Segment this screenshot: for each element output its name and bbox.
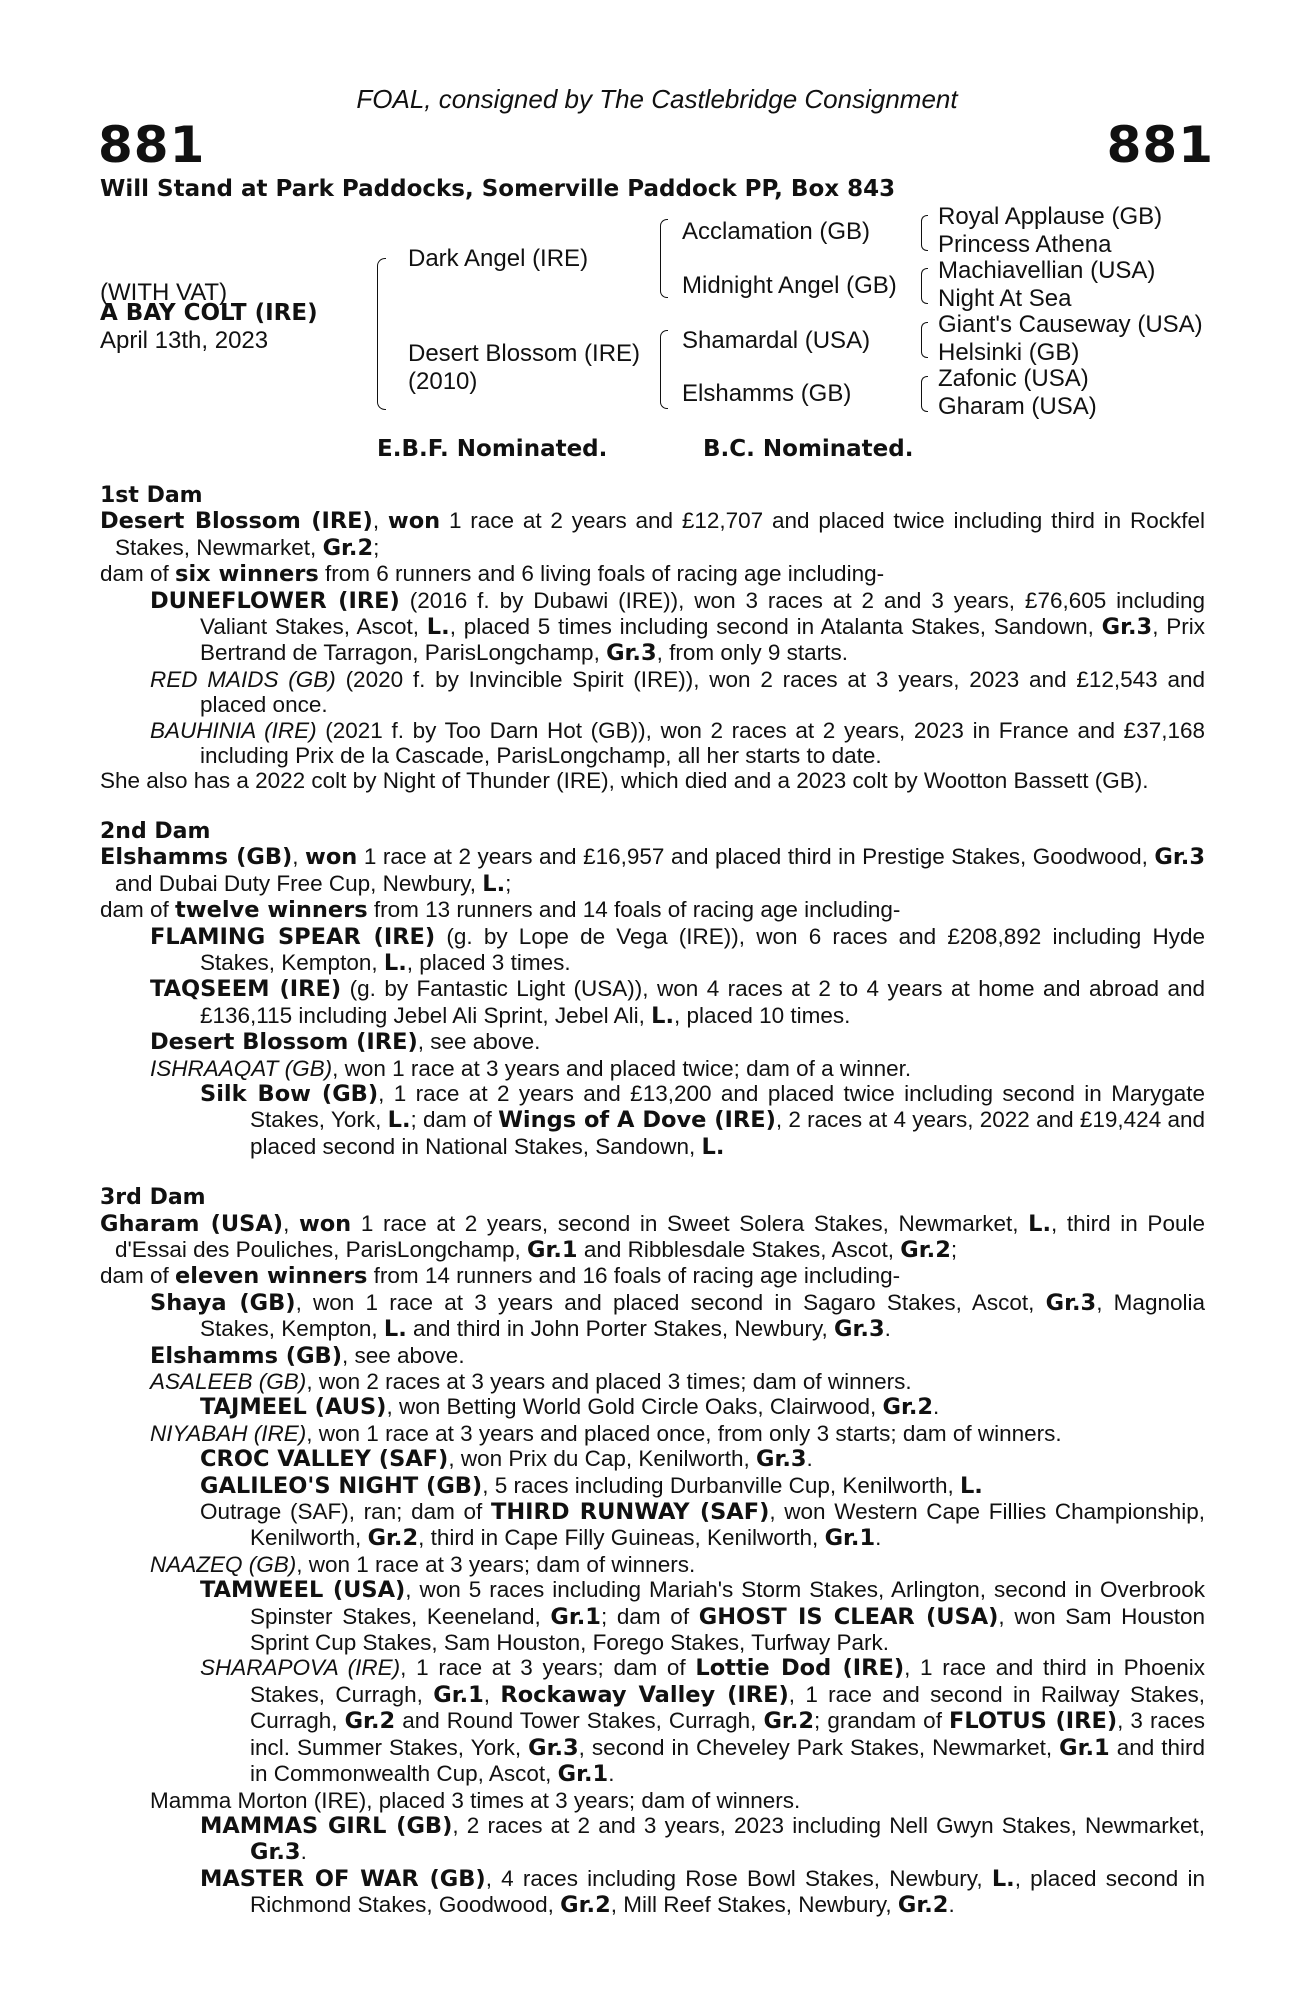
bold-text: GALILEO'S NIGHT (GB)	[200, 1472, 483, 1499]
bold-text: THIRD RUNWAY (SAF)	[490, 1499, 770, 1526]
text: , Mill Reef Stakes, Newbury,	[610, 1892, 898, 1918]
text: , won Prix du Cap, Kenilworth,	[448, 1446, 756, 1472]
text: , see above.	[341, 1342, 465, 1368]
record-entry	[100, 1499, 1205, 1552]
lot-number-left: 881	[98, 116, 206, 174]
record-entry	[100, 924, 1205, 977]
text: and Round Tower Stakes, Curragh,	[395, 1708, 764, 1734]
text: ;	[505, 870, 512, 896]
text: dam of	[100, 561, 176, 587]
bold-text: MASTER OF WAR (GB)	[200, 1865, 486, 1892]
italic-text: RED MAIDS (GB)	[150, 666, 336, 692]
bold-text: eleven winners	[175, 1263, 368, 1290]
record-entry	[100, 1446, 1205, 1472]
text: , won 1 race at 3 years and placed once, from only 3 starts; dam of winners.	[306, 1420, 1062, 1446]
bold-text: Gr.1	[433, 1681, 484, 1708]
text: , Magnolia Stakes, Kempton,	[200, 1289, 1205, 1342]
text: , won Sam Houston Sprint Cup Stakes, Sam Houston, Forego Stakes, Turfway Park.	[250, 1603, 1205, 1656]
italic-text: ISHRAAQAT (GB)	[150, 1055, 333, 1081]
text: , 1 race at 2 years and £13,200 and placed twice including second in Marygate Stakes, York,	[250, 1080, 1205, 1133]
text: (2016 f. by Dubawi (IRE)), won 3 races at 2 and 3 years, £76,605 including Valiant Stakes, Ascot,	[200, 587, 1205, 640]
text: .	[875, 1525, 882, 1551]
text: .	[608, 1761, 615, 1787]
text: , won Betting World Gold Circle Oaks, Clairwood,	[386, 1394, 883, 1420]
text: , won 1 race at 3 years; dam of winners.	[296, 1551, 696, 1577]
bracket-main	[377, 258, 386, 410]
bold-text: twelve winners	[175, 897, 368, 924]
text: and third in John Porter Stakes, Newbury,	[406, 1316, 835, 1342]
bold-text: Gr.2	[367, 1525, 419, 1552]
record-entry	[100, 1369, 1205, 1394]
ebf-nomination: E.B.F. Nominated.	[377, 436, 608, 462]
bracket-dam	[660, 330, 668, 409]
bold-text: L.	[383, 949, 407, 976]
text: from 13 runners and 14 foals of racing age including-	[367, 897, 901, 923]
stand-location: Will Stand at Park Paddocks, Somerville Paddock PP, Box 843	[100, 176, 896, 202]
italic-text: NIYABAH (IRE)	[150, 1420, 307, 1446]
record-entry	[100, 768, 1205, 793]
text: , won 1 race at 3 years and placed twice; dam of a winner.	[332, 1055, 912, 1081]
bold-text: Gr.3	[1154, 844, 1205, 871]
text: (g. by Lope de Vega (IRE)), won 6 races and £208,892 including Hyde Stakes, Kempton,	[200, 923, 1205, 975]
dam-year: (2010)	[408, 368, 478, 395]
text: (2021 f. by Too Darn Hot (GB)), won 2 races at 2 years, 2023 in France and £37,168 including Prix de la Cascade, ParisLongchamp, all her starts to date.	[200, 717, 1205, 769]
record-entry	[100, 1866, 1205, 1919]
bold-text: TAMWEEL (USA)	[200, 1577, 406, 1604]
bold-text: L.	[1028, 1210, 1052, 1237]
record-entry	[100, 1029, 1205, 1055]
bold-text: CROC VALLEY (SAF)	[200, 1446, 449, 1473]
bold-text: six winners	[175, 561, 319, 588]
bracket-sire	[660, 219, 668, 298]
bracket-ss	[921, 215, 928, 251]
text: .	[884, 1316, 891, 1342]
record-entry	[100, 897, 1205, 923]
bold-text: Gr.1	[550, 1603, 601, 1630]
bold-text: won	[305, 844, 358, 871]
dds: Zafonic (USA)	[938, 365, 1089, 392]
bold-text: Desert Blossom (IRE)	[100, 508, 373, 535]
record-entry	[100, 1552, 1205, 1577]
bold-text: Gr.3	[528, 1734, 579, 1761]
text: , won 2 races at 3 years and placed 3 times; dam of winners.	[306, 1369, 912, 1394]
section-gap	[100, 794, 1205, 819]
record-entry	[100, 588, 1205, 667]
text: , won 1 race at 3 years and placed second in Sagaro Stakes, Ascot,	[295, 1289, 1046, 1315]
bracket-sd	[921, 268, 928, 304]
italic-text: NAAZEQ (GB)	[150, 1551, 297, 1577]
text: and Ribblesdale Stakes, Ascot,	[577, 1236, 901, 1262]
text: , won 5 races including Mariah's Storm Stakes, Arlington, second in Overbrook Spinster Stakes, Keeneland,	[250, 1577, 1205, 1629]
record-entry	[100, 1813, 1205, 1866]
bold-text: GHOST IS CLEAR (USA)	[698, 1603, 999, 1630]
sss: Royal Applause (GB)	[938, 203, 1163, 230]
text: , from only 9 starts.	[656, 640, 848, 666]
text: Outrage (SAF), ran; dam of	[200, 1499, 491, 1525]
text: 1 race at 2 years and £16,957 and placed third in Prestige Stakes, Goodwood,	[357, 844, 1155, 870]
italic-text: BAUHINIA (IRE)	[150, 717, 317, 743]
record-entry	[100, 1081, 1205, 1160]
bc-nomination: B.C. Nominated.	[703, 436, 914, 462]
text: (g. by Fantastic Light (USA)), won 4 races at 2 to 4 years at home and abroad and £136,115 including Jebel Ali Sprint, Jebel Ali,	[200, 976, 1205, 1028]
text: , placed second in Richmond Stakes, Goodwood,	[250, 1865, 1205, 1918]
text: ,	[372, 508, 388, 534]
record-entry	[100, 561, 1205, 587]
bold-text: Elshamms (GB)	[100, 844, 293, 871]
bold-text: TAQSEEM (IRE)	[150, 976, 342, 1003]
text: , Prix Bertrand de Tarragon, ParisLongchamp,	[200, 614, 1205, 666]
bold-text: DUNEFLOWER (IRE)	[150, 587, 400, 614]
text: dam of	[100, 1263, 176, 1289]
record-entry	[100, 1394, 1205, 1420]
bold-text: Gr.3	[755, 1446, 807, 1473]
text: , placed 5 times including second in Atalanta Stakes, Sandown,	[449, 614, 1102, 640]
bold-text: won	[387, 508, 441, 535]
text: ; dam of	[600, 1603, 699, 1629]
text: ; grandam of	[814, 1708, 949, 1734]
text: ,	[292, 844, 306, 870]
bold-text: Desert Blossom (IRE)	[150, 1029, 418, 1056]
bold-text: Gr.3	[1101, 614, 1153, 641]
text: and third in Commonwealth Cup, Ascot,	[250, 1734, 1205, 1787]
bold-text: Gr.2	[322, 534, 374, 561]
bracket-ds	[921, 322, 928, 358]
record-entry	[100, 1343, 1205, 1369]
sire-dam: Midnight Angel (GB)	[682, 272, 897, 299]
record-entry	[100, 844, 1205, 897]
bold-text: L.	[959, 1472, 983, 1499]
text: , 1 race and second in Railway Stakes, Curragh,	[250, 1681, 1205, 1734]
text: , 3 races incl. Summer Stakes, York,	[250, 1708, 1206, 1760]
bold-text: L.	[383, 1316, 407, 1343]
foaling-date: April 13th, 2023	[100, 327, 269, 354]
bold-text: Gr.1	[557, 1761, 609, 1788]
text: , 1 race at 3 years; dam of	[400, 1655, 696, 1681]
bold-text: won	[298, 1210, 352, 1237]
text: ; dam of	[410, 1107, 499, 1133]
bold-text: Gr.3	[834, 1316, 885, 1343]
bold-text: Gr.2	[897, 1892, 949, 1919]
text: , 4 races including Rose Bowl Stakes, Newbury,	[485, 1865, 992, 1891]
text: from 6 runners and 6 living foals of racing age including-	[318, 561, 885, 587]
bold-text: Gr.3	[1045, 1289, 1097, 1316]
bold-text: Silk Bow (GB)	[200, 1080, 379, 1107]
dss: Giant's Causeway (USA)	[938, 311, 1203, 338]
ssd: Princess Athena	[938, 231, 1112, 258]
text: , won Western Cape Fillies Championship, Kenilworth,	[250, 1499, 1206, 1551]
italic-text: SHARAPOVA (IRE)	[200, 1655, 401, 1681]
bold-text: L.	[387, 1107, 411, 1134]
bold-text: Gr.2	[560, 1892, 611, 1919]
text: from 14 runners and 16 foals of racing age including-	[367, 1263, 901, 1289]
record-entry	[100, 976, 1205, 1029]
text: She also has a 2022 colt by Night of Thunder (IRE), which died and a 2023 colt by Wootton Bassett (GB).	[100, 768, 1149, 794]
text: , placed 3 times.	[406, 949, 571, 975]
dam-sire: Shamardal (USA)	[682, 327, 871, 354]
text: .	[933, 1394, 940, 1420]
bold-text: Elshamms (GB)	[150, 1342, 342, 1369]
text: , third in Poule d'Essai des Pouliches, ParisLongchamp,	[115, 1210, 1205, 1262]
text: , see above.	[417, 1029, 541, 1055]
bold-text: MAMMAS GIRL (GB)	[200, 1812, 453, 1839]
bold-text: L.	[482, 870, 506, 897]
text: , placed 10 times.	[674, 1002, 851, 1028]
text: .	[806, 1446, 813, 1472]
sire-sire: Acclamation (GB)	[682, 218, 871, 245]
italic-text: ASALEEB (GB)	[150, 1369, 307, 1394]
bold-text: Gr.3	[606, 640, 657, 667]
record-entry	[100, 1211, 1205, 1264]
dsd: Helsinki (GB)	[938, 339, 1080, 366]
text: ,	[483, 1681, 501, 1707]
bracket-dd	[921, 376, 928, 412]
bold-text: FLAMING SPEAR (IRE)	[150, 923, 436, 950]
bold-text: Gr.2	[763, 1708, 815, 1735]
text: , third in Cape Filly Guineas, Kenilworth,	[418, 1525, 825, 1551]
bold-text: Gr.2	[882, 1394, 934, 1421]
lot-number-right: 881	[1106, 116, 1214, 174]
bold-text: Lottie Dod (IRE)	[695, 1655, 905, 1682]
consignment-line: FOAL, consigned by The Castlebridge Consignment	[356, 84, 958, 114]
vat-note: (WITH VAT)	[100, 279, 228, 306]
bold-text: Gr.2	[344, 1708, 396, 1735]
text: .	[948, 1892, 955, 1918]
text: 1 race at 2 years and £12,707 and placed twice including third in Rockfel Stakes, Newmarket,	[115, 508, 1205, 560]
bold-text: L.	[701, 1133, 725, 1160]
section-gap	[100, 1160, 1205, 1185]
section-title: 1st Dam	[100, 483, 203, 508]
text: 1 race at 2 years, second in Sweet Solera Stakes, Newmarket,	[351, 1210, 1029, 1236]
sdd: Night At Sea	[938, 285, 1072, 312]
text: Mamma Morton (IRE), placed 3 times at 3 years; dam of winners.	[150, 1787, 801, 1813]
text: ,	[283, 1210, 299, 1236]
bold-text: TAJMEEL (AUS)	[200, 1394, 387, 1421]
text: dam of	[100, 897, 176, 923]
text: .	[300, 1839, 307, 1865]
text: , 5 races including Durbanville Cup, Kenilworth,	[482, 1472, 960, 1498]
bold-text: Gr.1	[824, 1525, 876, 1552]
bold-text: L.	[991, 1865, 1015, 1892]
record-entry	[100, 1056, 1205, 1081]
bold-text: Gr.2	[900, 1236, 951, 1263]
sds: Machiavellian (USA)	[938, 257, 1156, 284]
bold-text: Gharam (USA)	[100, 1210, 284, 1237]
bold-text: Gr.1	[527, 1236, 578, 1263]
section-title: 2nd Dam	[100, 818, 211, 844]
dam-records	[100, 483, 1205, 1919]
horse-name: A BAY COLT (IRE)	[100, 300, 318, 326]
bold-text: Shaya (GB)	[150, 1289, 296, 1316]
bold-text: L.	[651, 1002, 675, 1029]
bold-text: Wings of A Dove (IRE)	[498, 1107, 776, 1134]
text: , 2 races at 4 years, 2022 and £19,424 and placed second in National Stakes, Sandown,	[250, 1107, 1206, 1159]
bold-text: Gr.3	[250, 1839, 301, 1866]
record-entry	[100, 1655, 1205, 1787]
text: , 2 races at 2 and 3 years, 2023 including Nell Gwyn Stakes, Newmarket,	[452, 1812, 1205, 1838]
record-entry	[100, 1577, 1205, 1655]
record-entry	[100, 718, 1205, 769]
record-entry	[100, 1473, 1205, 1499]
text: ;	[373, 534, 380, 560]
bold-text: Gr.1	[1059, 1734, 1110, 1761]
record-entry	[100, 667, 1205, 718]
sire: Dark Angel (IRE)	[408, 245, 589, 272]
bold-text: L.	[426, 614, 450, 641]
record-entry	[100, 1788, 1205, 1813]
bold-text: Rockaway Valley (IRE)	[500, 1681, 789, 1708]
record-entry	[100, 1263, 1205, 1289]
text: , 1 race and third in Phoenix Stakes, Curragh,	[250, 1655, 1205, 1707]
text: (2020 f. by Invincible Spirit (IRE)), won 2 races at 3 years, 2023 and £12,543 and placed once.	[200, 666, 1205, 718]
record-entry	[100, 1421, 1205, 1446]
text: and Dubai Duty Free Cup, Newbury,	[115, 870, 483, 896]
text: ;	[950, 1236, 958, 1262]
text: , second in Cheveley Park Stakes, Newmarket,	[578, 1734, 1060, 1760]
ddd: Gharam (USA)	[938, 393, 1097, 420]
dam: Desert Blossom (IRE)	[408, 340, 641, 367]
bold-text: FLOTUS (IRE)	[949, 1708, 1118, 1735]
section-title: 3rd Dam	[100, 1185, 206, 1211]
record-entry	[100, 1290, 1205, 1343]
record-entry	[100, 508, 1205, 561]
dam-dam: Elshamms (GB)	[682, 380, 852, 407]
